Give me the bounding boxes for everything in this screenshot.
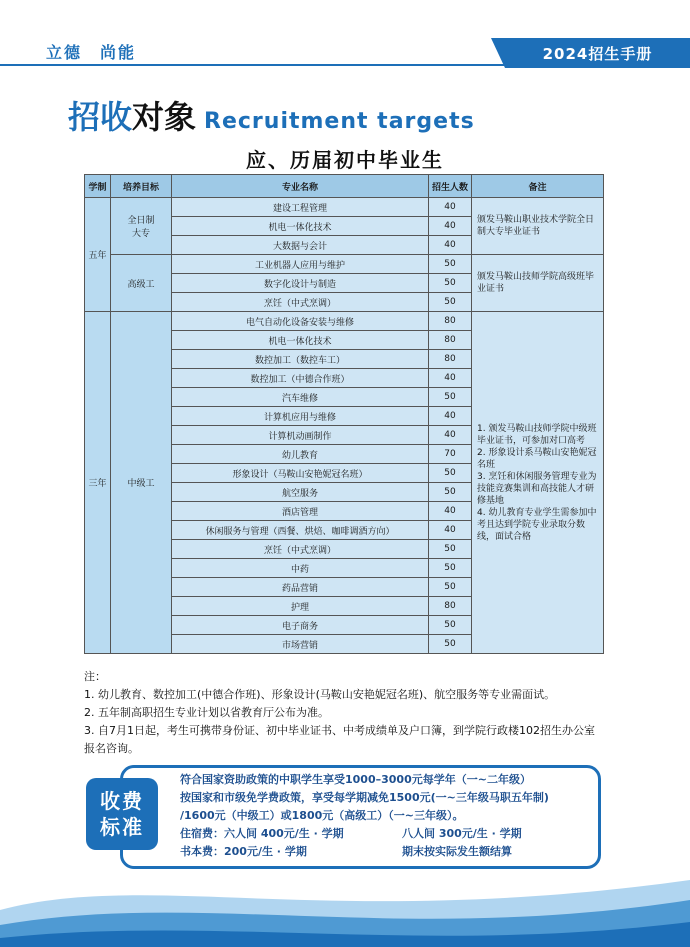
major-name-cell: 市场营销 xyxy=(172,635,429,654)
enrollment-count-cell: 40 xyxy=(429,426,472,445)
remark-cell: 颁发马鞍山职业技术学院全日制大专毕业证书 xyxy=(472,198,604,255)
enrollment-count-cell: 50 xyxy=(429,483,472,502)
major-name-cell: 数控加工（中德合作班） xyxy=(172,369,429,388)
enrollment-count-cell: 50 xyxy=(429,388,472,407)
major-name-cell: 建设工程管理 xyxy=(172,198,429,217)
system-cell: 三年 xyxy=(85,312,111,654)
lodging-fee-row xyxy=(180,825,590,843)
table-header-row xyxy=(85,175,604,198)
enrollment-count-cell: 80 xyxy=(429,597,472,616)
enrollment-count-cell: 50 xyxy=(429,274,472,293)
fee-subsidy-line: 符合国家资助政策的中职学生享受1000–3000元每学年（一~二年级） xyxy=(180,773,531,786)
enrollment-count-cell: 40 xyxy=(429,236,472,255)
fee-badge-bottom: 标准 xyxy=(100,815,144,839)
major-name-cell: 休闲服务与管理（西餐、烘焙、咖啡调酒方向） xyxy=(172,521,429,540)
major-name-cell: 酒店管理 xyxy=(172,502,429,521)
fee-waiver-line-cont: /1600元（中级工）或1800元（高级工）（一~三年级）。 xyxy=(180,809,464,822)
major-name-cell: 工业机器人应用与维护 xyxy=(172,255,429,274)
note-item: 2. 五年制高职招生专业计划以省教育厅公布为准。 xyxy=(84,706,329,719)
page-title-cn: 对象 xyxy=(132,98,197,136)
book-fee-row xyxy=(180,843,590,861)
major-name-cell: 机电一体化技术 xyxy=(172,217,429,236)
target-cell: 中级工 xyxy=(111,312,172,654)
enrollment-count-cell: 80 xyxy=(429,350,472,369)
book-fee: 书本费：200元/生 · 学期 xyxy=(180,845,307,858)
page-title-en: Recruitment targets xyxy=(204,109,475,134)
page-title-cn-highlight: 招收 xyxy=(68,98,133,136)
major-name-cell: 烹饪（中式烹调） xyxy=(172,293,429,312)
fee-badge-top: 收费 xyxy=(100,789,144,813)
enrollment-count-cell: 40 xyxy=(429,502,472,521)
major-name-cell: 电气自动化设备安装与维修 xyxy=(172,312,429,331)
enrollment-count-cell: 50 xyxy=(429,255,472,274)
major-name-cell: 计算机应用与维修 xyxy=(172,407,429,426)
remark-cell: 1. 颁发马鞍山技师学院中级班毕业证书，可参加对口高考 2. 形象设计系马鞍山安艳妮冠名班 3. 烹饪和休闲服务管理专业为技能竞赛集训和高技能人才研修基地 4. 幼儿教育专业学生需参加中考且达到学院专业录取分数线，面试合格 xyxy=(472,312,604,654)
major-name-cell: 计算机动画制作 xyxy=(172,426,429,445)
major-name-cell: 电子商务 xyxy=(172,616,429,635)
major-name-cell: 烹饪（中式烹调） xyxy=(172,540,429,559)
enrollment-count-cell: 40 xyxy=(429,369,472,388)
column-header: 专业名称 xyxy=(172,175,429,198)
lodging-fee-six: 住宿费：六人间 400元/生 · 学期 xyxy=(180,827,344,840)
enrollment-count-cell: 50 xyxy=(429,293,472,312)
enrollment-count-cell: 50 xyxy=(429,540,472,559)
enrollment-count-cell: 50 xyxy=(429,578,472,597)
major-name-cell: 幼儿教育 xyxy=(172,445,429,464)
page-title xyxy=(68,92,475,138)
table-subtitle: 应、历届初中毕业生 xyxy=(246,148,444,172)
system-cell: 五年 xyxy=(85,198,111,312)
major-name-cell: 大数据与会计 xyxy=(172,236,429,255)
enrollment-count-cell: 40 xyxy=(429,217,472,236)
column-header: 培养目标 xyxy=(111,175,172,198)
book-fee-settlement: 期末按实际发生额结算 xyxy=(402,845,512,858)
major-name-cell: 数字化设计与制造 xyxy=(172,274,429,293)
enrollment-count-cell: 80 xyxy=(429,331,472,350)
recruitment-table xyxy=(84,174,604,654)
note-item: 1. 幼儿教育、数控加工(中德合作班)、形象设计(马鞍山安艳妮冠名班)、航空服务等专业需面试。 xyxy=(84,688,556,701)
remark-cell: 颁发马鞍山技师学院高级班毕业证书 xyxy=(472,255,604,312)
column-header: 学制 xyxy=(85,175,111,198)
major-name-cell: 药品营销 xyxy=(172,578,429,597)
booklet-title-tab: 2024招生手册 xyxy=(505,38,690,68)
major-name-cell: 汽车维修 xyxy=(172,388,429,407)
major-name-cell: 航空服务 xyxy=(172,483,429,502)
notes-label: 注： xyxy=(84,670,106,683)
major-name-cell: 机电一体化技术 xyxy=(172,331,429,350)
enrollment-count-cell: 50 xyxy=(429,559,472,578)
fee-badge xyxy=(86,778,158,850)
school-motto: 立德 尚能 xyxy=(46,43,137,62)
major-name-cell: 护理 xyxy=(172,597,429,616)
enrollment-count-cell: 50 xyxy=(429,464,472,483)
column-header: 招生人数 xyxy=(429,175,472,198)
major-name-cell: 数控加工（数控车工） xyxy=(172,350,429,369)
major-name-cell: 中药 xyxy=(172,559,429,578)
enrollment-count-cell: 40 xyxy=(429,521,472,540)
enrollment-count-cell: 80 xyxy=(429,312,472,331)
enrollment-count-cell: 50 xyxy=(429,616,472,635)
target-cell: 全日制 大专 xyxy=(111,198,172,255)
column-header: 备注 xyxy=(472,175,604,198)
fee-waiver-line: 按国家和市级免学费政策，享受每学期减免1500元(一~三年级马职五年制) xyxy=(180,791,549,804)
lodging-fee-eight: 八人间 300元/生 · 学期 xyxy=(402,827,522,840)
fee-lines xyxy=(180,771,590,861)
decorative-wave xyxy=(0,870,690,947)
enrollment-count-cell: 70 xyxy=(429,445,472,464)
table-row xyxy=(85,312,604,331)
major-name-cell: 形象设计（马鞍山安艳妮冠名班） xyxy=(172,464,429,483)
note-item: 3. 自7月1日起，考生可携带身份证、初中毕业证书、中考成绩单及户口簿，到学院行政楼102招生办公室报名咨询。 xyxy=(84,724,595,755)
table-row xyxy=(85,198,604,217)
table-row xyxy=(85,255,604,274)
target-cell: 高级工 xyxy=(111,255,172,312)
notes-section xyxy=(84,668,604,758)
enrollment-count-cell: 40 xyxy=(429,407,472,426)
enrollment-count-cell: 50 xyxy=(429,635,472,654)
enrollment-count-cell: 40 xyxy=(429,198,472,217)
table-body xyxy=(85,198,604,654)
